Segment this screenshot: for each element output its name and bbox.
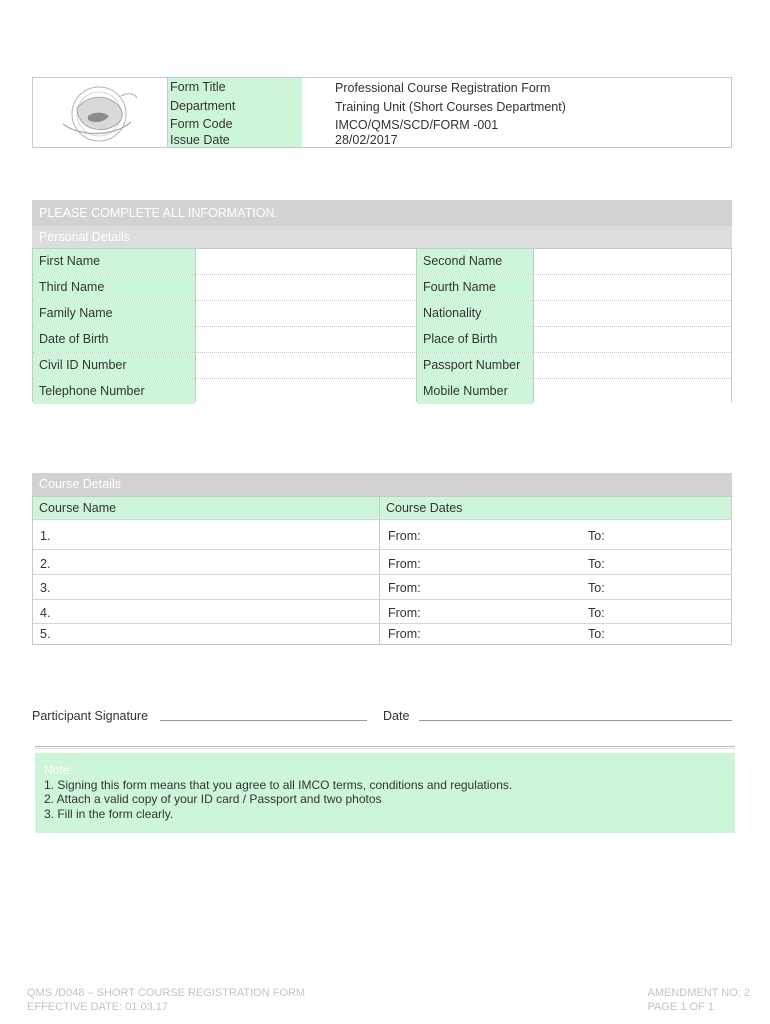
second-name-label: Second Name <box>417 249 533 274</box>
from-label: From: <box>388 581 421 595</box>
to-label: To: <box>588 529 605 543</box>
personal-details-table <box>32 248 732 402</box>
from-label: From: <box>388 627 421 641</box>
from-label: From: <box>388 529 421 543</box>
row-number: 4. <box>40 606 51 620</box>
from-label: From: <box>388 557 421 571</box>
table-row <box>33 249 731 275</box>
passport-number-label: Passport Number <box>417 353 533 378</box>
form-header <box>32 77 732 148</box>
fourth-name-field[interactable] <box>534 275 731 300</box>
footer-right <box>648 986 750 1014</box>
note-line: 3. Fill in the form clearly. <box>44 806 174 821</box>
to-label: To: <box>588 627 605 641</box>
form-title-value: Professional Course Registration Form <box>335 81 551 95</box>
table-row <box>33 353 731 379</box>
signature-date-label: Date <box>383 709 410 723</box>
department-label: Department <box>168 97 302 116</box>
form-code-label: Form Code <box>168 116 302 133</box>
table-row[interactable] <box>33 549 731 574</box>
table-row <box>33 275 731 301</box>
signature-line[interactable] <box>160 719 367 721</box>
note-line: 2. Attach a valid copy of your ID card / Passport and two photos <box>44 792 382 806</box>
date-of-birth-field[interactable] <box>196 327 416 352</box>
to-label: To: <box>588 606 605 620</box>
note-line: 1. Signing this form means that you agree to all IMCO terms, conditions and regulations. <box>44 777 513 792</box>
third-name-label: Third Name <box>33 275 195 300</box>
footer-form-ref: QMS /D048 – SHORT COURSE REGISTRATION FORM <box>27 987 306 999</box>
department-value: Training Unit (Short Courses Department) <box>335 100 566 114</box>
course-details-title: Course Details <box>32 473 732 496</box>
note-title: Note: <box>44 763 73 777</box>
footer-left <box>27 986 305 1014</box>
issue-date-value: 28/02/2017 <box>335 133 398 147</box>
note-box <box>35 753 735 833</box>
table-row <box>33 327 731 353</box>
nationality-field[interactable] <box>534 301 731 326</box>
table-row <box>33 301 731 327</box>
signature-date-line[interactable] <box>419 719 732 721</box>
mobile-number-field[interactable] <box>534 379 731 404</box>
row-number: 1. <box>40 529 51 543</box>
table-row[interactable] <box>33 623 731 644</box>
telephone-number-field[interactable] <box>196 379 416 404</box>
table-row[interactable] <box>33 599 731 623</box>
complete-all-banner: PLEASE COMPLETE ALL INFORMATION. <box>32 200 732 226</box>
place-of-birth-label: Place of Birth <box>417 327 533 352</box>
personal-details-title: Personal Details <box>32 226 732 248</box>
table-row <box>33 379 731 405</box>
course-dates-header: Course Dates <box>380 497 731 519</box>
footer-effective-date: EFFECTIVE DATE: 01.03.17 <box>27 1001 169 1013</box>
divider <box>35 746 735 749</box>
issue-date-label: Issue Date <box>168 133 302 147</box>
family-name-label: Family Name <box>33 301 195 326</box>
to-label: To: <box>588 557 605 571</box>
telephone-number-label: Telephone Number <box>33 379 195 404</box>
family-name-field[interactable] <box>196 301 416 326</box>
nationality-label: Nationality <box>417 301 533 326</box>
first-name-field[interactable] <box>196 249 416 274</box>
fourth-name-label: Fourth Name <box>417 275 533 300</box>
from-label: From: <box>388 606 421 620</box>
row-number: 2. <box>40 557 51 571</box>
civil-id-label: Civil ID Number <box>33 353 195 378</box>
course-details-table <box>32 496 732 645</box>
third-name-field[interactable] <box>196 275 416 300</box>
table-row[interactable] <box>33 519 731 549</box>
date-of-birth-label: Date of Birth <box>33 327 195 352</box>
civil-id-field[interactable] <box>196 353 416 378</box>
footer-page-number: PAGE 1 OF 1 <box>647 1001 714 1013</box>
form-title-label: Form Title <box>168 78 302 97</box>
place-of-birth-field[interactable] <box>534 327 731 352</box>
second-name-field[interactable] <box>534 249 731 274</box>
table-row[interactable] <box>33 574 731 599</box>
row-number: 3. <box>40 581 51 595</box>
to-label: To: <box>588 581 605 595</box>
course-name-header: Course Name <box>33 497 379 519</box>
passport-number-field[interactable] <box>534 353 731 378</box>
participant-signature-label: Participant Signature <box>32 709 149 723</box>
footer-amendment: AMENDMENT NO: 2 <box>647 987 750 999</box>
imco-logo <box>33 78 168 147</box>
form-code-value: IMCO/QMS/SCD/FORM -001 <box>335 118 499 132</box>
mobile-number-label: Mobile Number <box>417 379 533 404</box>
first-name-label: First Name <box>33 249 195 274</box>
row-number: 5. <box>40 627 51 641</box>
